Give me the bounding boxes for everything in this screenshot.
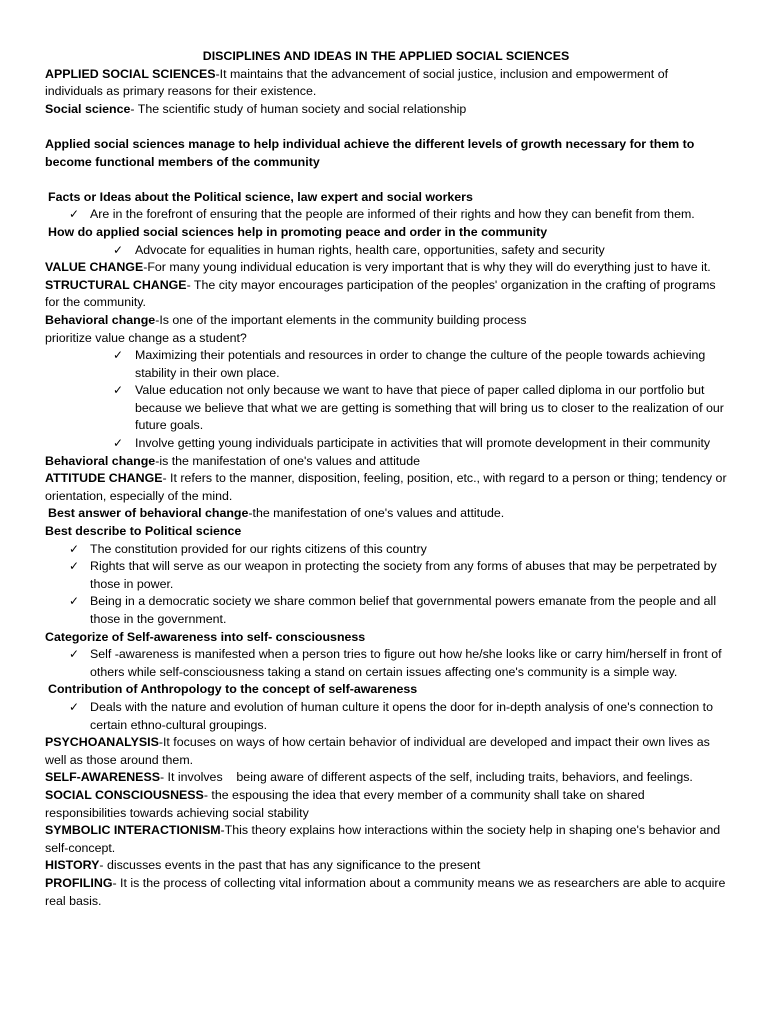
checkmark-icon: ✓ [69, 541, 80, 556]
section-heading: Best describe to Political science [45, 524, 242, 539]
list-item: ✓ Value education not only because we want to have that piece of paper called diploma in our portfolio but because we believe that what we are getting is something that will bring us to closer to the realization of our future goals. [113, 383, 724, 433]
checklist [45, 206, 727, 224]
checkmark-icon: ✓ [113, 242, 124, 257]
checkmark-icon: ✓ [113, 383, 124, 398]
definition-behavioral-change: Behavioral change-Is one of the important elements in the community building process [45, 312, 527, 327]
section-heading: Applied social sciences manage to help individual achieve the different levels of growth necessary for them to become functional members of the community [45, 136, 695, 169]
list-item: ✓ Being in a democratic society we share common belief that governmental powers emanate from the people and all those in the government. [69, 594, 717, 626]
checkmark-icon: ✓ [69, 647, 80, 662]
definition-social-consciousness: SOCIAL CONSCIOUSNESS- the espousing the idea that every member of a community shall take on shared responsibilities towards achieving social stability [45, 787, 645, 820]
checkmark-icon: ✓ [69, 594, 80, 609]
best-answer-behavioral-change: Best answer of behavioral change-the manifestation of one's values and attitude. [48, 506, 505, 521]
definition-attitude-change: ATTITUDE CHANGE- It refers to the manner, disposition, feeling, position, etc., with regard to a person or thing; tendency or orientation, especially of the mind. [45, 471, 727, 503]
checklist [45, 699, 727, 734]
checkmark-icon: ✓ [69, 699, 80, 714]
list-item: ✓ Maximizing their potentials and resources in order to change the culture of the people towards achieving stability in their own place. [113, 348, 706, 380]
document-title: DISCIPLINES AND IDEAS IN THE APPLIED SOCIAL SCIENCES [202, 49, 570, 63]
definition-profiling: PROFILING- It is the process of collecting vital information about a community means we as researchers are able to acquire real basis. [45, 875, 726, 908]
document-body [45, 48, 727, 910]
list-item: ✓ Rights that will serve as our weapon in protecting the society from any forms of abuses that may be perpetrated by those in power. [69, 559, 717, 591]
definition-self-awareness: SELF-AWARENESS- It involves being aware of different aspects of the self, including traits, behaviors, and feelings. [45, 770, 693, 785]
definition-social-science: Social science- The scientific study of human society and social relationship [45, 101, 467, 116]
list-item: ✓ Deals with the nature and evolution of human culture it opens the door for in-depth analysis of one's connection to certain ethno-cultural groupings. [69, 699, 713, 732]
list-item: ✓ Self -awareness is manifested when a person tries to figure out how he/she looks like or carry him/herself in front of others while self-consciousness taking a stand on certain issues affecting one's community is a simple way. [69, 647, 722, 679]
section-heading: Contribution of Anthropology to the concept of self-awareness [48, 682, 418, 697]
definition-applied-social-sciences: APPLIED SOCIAL SCIENCES-It maintains that the advancement of social justice, inclusion and empowerment of individuals as primary reasons for their existence. [45, 66, 669, 99]
definition-symbolic-interactionism: SYMBOLIC INTERACTIONISM-This theory explains how interactions within the society help in shaping one's behavior and self-concept. [45, 823, 721, 855]
checklist [45, 347, 727, 453]
definition-value-change: VALUE CHANGE-For many young individual education is very important that is why they will do everything just to have it. [45, 260, 711, 275]
list-item: ✓ The constitution provided for our rights citizens of this country [45, 541, 727, 559]
checkmark-icon: ✓ [69, 559, 80, 574]
list-item: ✓ Advocate for equalities in human rights, health care, opportunities, safety and security [45, 242, 727, 260]
question-text: prioritize value change as a student? [45, 330, 247, 345]
definition-history: HISTORY- discusses events in the past that has any significance to the present [45, 858, 481, 873]
list-item: ✓ Are in the forefront of ensuring that the people are informed of their rights and how they can benefit from them. [45, 206, 727, 224]
definition-psychoanalysis: PSYCHOANALYSIS-It focuses on ways of how certain behavior of individual are developed and impact their own lives as well as those around them. [45, 735, 710, 767]
section-heading: How do applied social sciences help in promoting peace and order in the community [48, 224, 548, 239]
checkmark-icon: ✓ [113, 436, 124, 451]
section-heading: Facts or Ideas about the Political science, law expert and social workers [48, 189, 473, 204]
checklist [45, 242, 727, 260]
definition-structural-change: STRUCTURAL CHANGE- The city mayor encourages participation of the peoples' organization in the crafting of programs for the community. [45, 277, 716, 310]
definition-behavioral-change-2: Behavioral change-is the manifestation of one's values and attitude [45, 453, 420, 468]
checkmark-icon: ✓ [113, 348, 124, 363]
list-item: ✓ Involve getting young individuals participate in activities that will promote development in their community [45, 435, 727, 453]
checklist [45, 646, 727, 681]
checkmark-icon: ✓ [69, 207, 80, 222]
checklist [45, 541, 727, 629]
section-heading: Categorize of Self-awareness into self- consciousness [45, 629, 366, 644]
